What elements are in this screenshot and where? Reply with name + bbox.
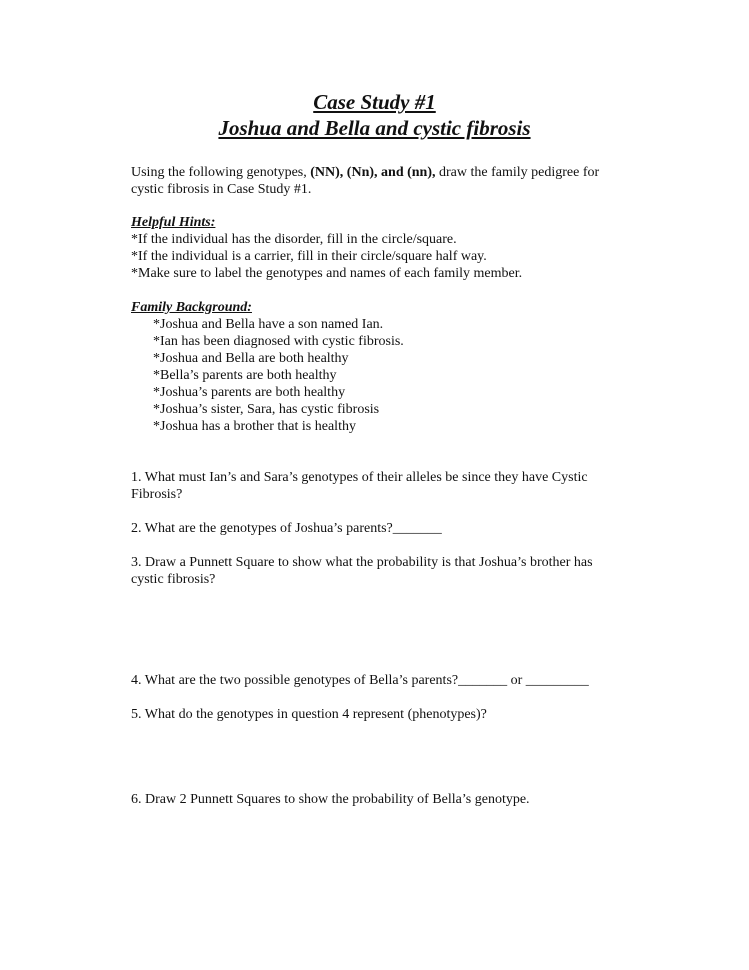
hint-item: *If the individual has the disorder, fill in the circle/square. — [131, 232, 457, 247]
intro-text: draw the family pedigree for — [435, 165, 600, 180]
background-item: *Joshua and Bella have a son named Ian. — [153, 317, 384, 332]
question-6: 6. Draw 2 Punnett Squares to show the probability of Bella’s genotype. — [131, 792, 530, 807]
hints-section — [131, 214, 522, 282]
question-2: 2. What are the genotypes of Joshua’s parents?_______ — [131, 521, 442, 536]
question-text: 1. What must Ian’s and Sara’s genotypes of their alleles be since they have Cystic — [131, 470, 588, 485]
title-line-2: Joshua and Bella and cystic fibrosis — [218, 116, 531, 140]
background-section — [131, 299, 404, 435]
background-item: *Joshua has a brother that is healthy — [153, 419, 356, 434]
question-1 — [131, 469, 588, 503]
background-item: *Joshua’s parents are both healthy — [153, 385, 346, 400]
background-item: *Ian has been diagnosed with cystic fibrosis. — [153, 334, 404, 349]
hint-item: *If the individual is a carrier, fill in their circle/square half way. — [131, 249, 487, 264]
hints-heading: Helpful Hints: — [131, 215, 216, 230]
question-5: 5. What do the genotypes in question 4 represent (phenotypes)? — [131, 707, 487, 722]
title-line-1: Case Study #1 — [313, 90, 436, 114]
hint-item: *Make sure to label the genotypes and names of each family member. — [131, 266, 523, 281]
background-item: *Joshua and Bella are both healthy — [153, 351, 349, 366]
background-item: *Bella’s parents are both healthy — [153, 368, 337, 383]
question-text: Fibrosis? — [131, 487, 183, 502]
intro-paragraph — [131, 164, 599, 198]
background-heading: Family Background: — [131, 300, 252, 315]
intro-text: Using the following genotypes, — [131, 165, 311, 180]
genotypes: (NN), (Nn), and (nn), — [310, 165, 436, 180]
question-text: cystic fibrosis? — [131, 572, 216, 587]
question-4: 4. What are the two possible genotypes of Bella’s parents?_______ or _________ — [131, 673, 589, 688]
background-item: *Joshua’s sister, Sara, has cystic fibrosis — [153, 402, 380, 417]
question-3 — [131, 554, 593, 588]
question-text: 3. Draw a Punnett Square to show what the probability is that Joshua’s brother has — [131, 555, 593, 570]
intro-text: cystic fibrosis in Case Study #1. — [131, 182, 312, 197]
